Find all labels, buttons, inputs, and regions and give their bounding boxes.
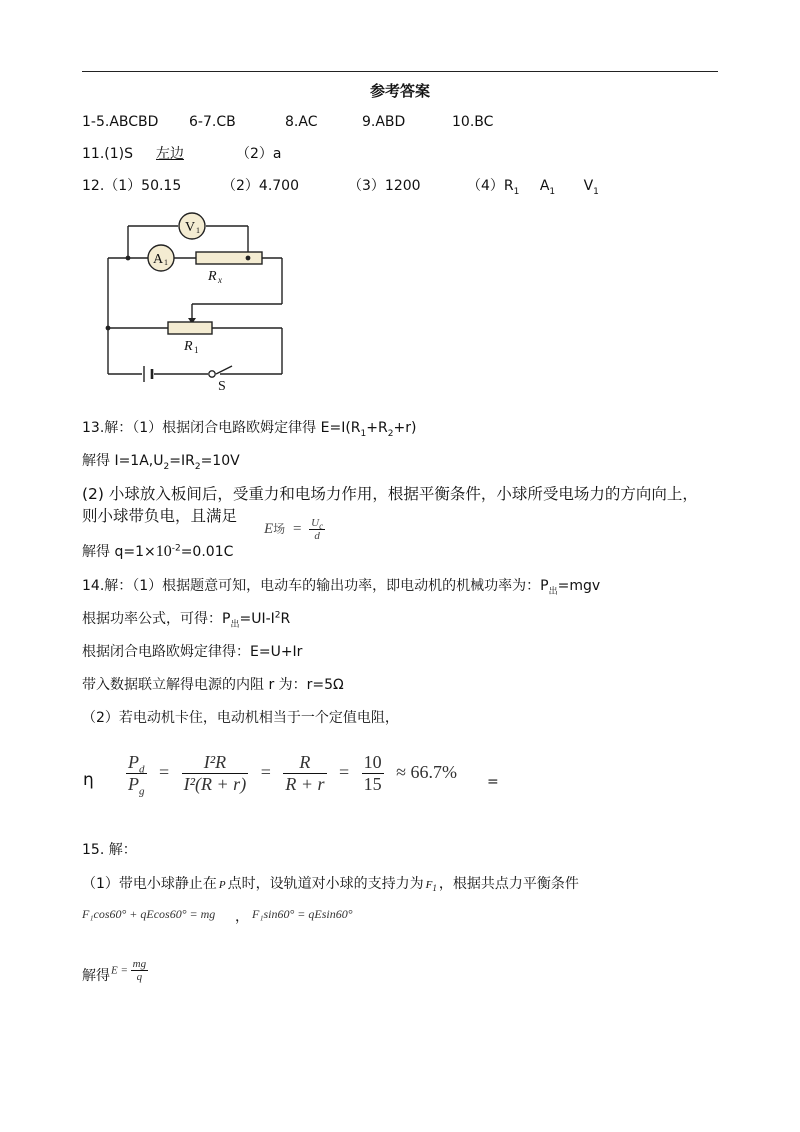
header-rule — [82, 71, 718, 72]
q13-line5: 解得 $q=1\times 10^{-2}=0.01C$ — [82, 543, 234, 560]
svg-text:A: A — [153, 252, 164, 267]
q14-line5: （2）若电动机卡住，电动机相当于一个定值电阻， — [82, 710, 399, 726]
switch-icon — [209, 371, 215, 377]
q12-part2: （2）4.700 — [222, 178, 299, 194]
page-title: 参考答案 — [369, 82, 430, 100]
q14-efficiency-equation: $\frac{P_d}{P_g}$ = $\frac{\text{I²R}}{\text{I²(R + r)}}$ = $\frac{R}{R + r}$ = $\frac{10}{15}$ ≈ 66.7% — [128, 752, 458, 798]
svg-text:1: 1 — [164, 258, 168, 267]
circuit-diagram — [100, 208, 300, 394]
q15-line1: （1）带电小球静止在 P 点时，设轨道对小球的支持力为 $F_1$ ，根据共点力平衡条件 — [82, 876, 579, 894]
mc-answer-8: 8.AC — [285, 114, 318, 130]
q15-equation-1: F₁cos60° + qEcos60° = mg — [82, 907, 216, 921]
q12-part4: $(4)R_1$ $A_1$ $V_1$ — [467, 178, 599, 197]
q13-line1: 13.解：（1）根据闭合电路欧姆定律得 $E=I(R_1+R_2+r)$ — [82, 420, 417, 439]
q13-line2: 解得 $I=1A,U_2=IR_2=10V$ — [82, 453, 240, 472]
q14-line1: 14.解：（1）根据题意可知，电动车的输出功率，即电动机的机械功率为：$P_出=mgv$ — [82, 578, 601, 597]
q13-line3: (2) 小球放入板间后，受重力和电场力作用，根据平衡条件，小球所受电场力的方向向上， — [82, 485, 698, 503]
q14-line4: 带入数据联立解得电源的内阻 r 为：r=5Ω — [82, 677, 344, 693]
q13-line4: 则小球带负电，且满足 — [82, 507, 238, 525]
q14-eta-symbol: η — [83, 770, 94, 790]
q15-equation-2: F₁sin60° = qEsin60° — [252, 907, 353, 921]
mc-answer-6-7: 6-7.CB — [189, 114, 236, 130]
q12-part1: 12.（1）50.15 — [82, 178, 182, 194]
q11-part1: 11.(1)S — [82, 146, 133, 162]
resistor-rx-icon — [196, 252, 262, 264]
rheostat-r1-icon — [168, 322, 212, 334]
q14-line2: 根据功率公式，可得：$P_出=UI-I^2R$ — [82, 610, 291, 630]
q14-line3: 根据闭合电路欧姆定律得：E=U+Ir — [82, 644, 303, 660]
svg-text:x: x — [218, 275, 222, 285]
svg-text:R: R — [184, 339, 193, 354]
mc-answer-10: 10.BC — [452, 114, 494, 130]
q15-solution-equation: E = $\frac{mg}{q}$ — [111, 958, 147, 983]
mc-answer-1-5: 1-5.ABCBD — [82, 114, 159, 130]
q14-trailing-equals: = — [487, 774, 499, 790]
q13-field-equation: E场 = $\frac{U_c}{d}$ — [264, 517, 324, 542]
svg-text:R: R — [208, 269, 217, 284]
q15-solution-label: 解得 — [82, 968, 110, 984]
q11-part2: （2）a — [236, 146, 282, 162]
q12-part3: （3）1200 — [348, 178, 421, 194]
q15-equation-separator: ， — [235, 909, 249, 925]
q15-heading: 15. 解： — [82, 842, 137, 858]
svg-text:1: 1 — [196, 226, 200, 235]
q11-answer-left: 左边 — [156, 146, 184, 162]
svg-text:S: S — [218, 379, 226, 394]
svg-text:V: V — [185, 220, 196, 235]
svg-text:1: 1 — [194, 345, 199, 355]
mc-answer-9: 9.ABD — [362, 114, 406, 130]
